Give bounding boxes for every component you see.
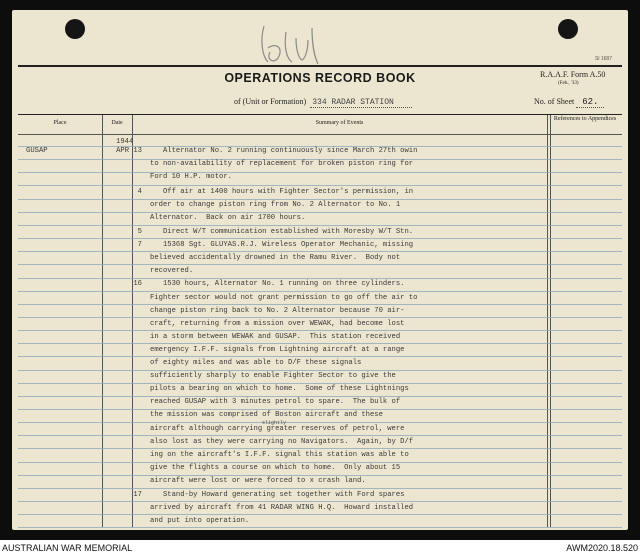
column-header-place: Place	[53, 120, 67, 126]
handwritten-insert: slightly	[262, 420, 287, 426]
ruled-line	[18, 264, 622, 265]
top-rule	[18, 65, 622, 67]
summary-line: change piston ring back to No. 2 Alternator because 70 air-	[150, 307, 405, 315]
credit-right: AWM2020.18.520	[566, 543, 638, 553]
ruled-line	[18, 514, 622, 515]
summary-line: craft, returning from a mission over WEWAK, had become lost	[150, 320, 405, 328]
column-divider-summary-double	[550, 115, 551, 527]
column-divider-summary	[547, 115, 548, 527]
unit-label: of (Unit or Formation)	[234, 97, 307, 106]
ruled-line	[18, 199, 622, 200]
summary-line: sufficiently sharply to enable Fighter Sector to give the	[150, 372, 396, 380]
summary-line: in a storm between WEWAK and GUSAP. This station received	[150, 333, 401, 341]
ruled-line	[18, 225, 622, 226]
page-title: OPERATIONS RECORD BOOK	[224, 71, 416, 85]
ruled-line	[18, 238, 622, 239]
ruled-line	[18, 185, 622, 186]
form-designation	[540, 70, 605, 88]
summary-line: arrived by aircraft from 41 RADAR WING H.Q. Howard installed	[150, 504, 414, 512]
handwritten-mark	[256, 18, 326, 68]
summary-line: also lost as they were carrying no Navigators. Again, by D/f	[150, 438, 414, 446]
ruled-line	[18, 396, 622, 397]
ruled-line	[18, 343, 622, 344]
summary-line: reached GUSAP with 3 minutes petrol to spare. The bulk of	[150, 398, 401, 406]
header-top-rule	[18, 114, 622, 115]
ruled-line	[18, 304, 622, 305]
summary-line: Stand-by Howard generating set together with Ford spares	[150, 491, 405, 499]
header-bottom-rule	[18, 134, 622, 135]
unit-line	[234, 97, 412, 107]
summary-line: Ford 10 H.P. motor.	[150, 173, 232, 181]
ruled-line	[18, 435, 622, 436]
ruled-line	[18, 527, 622, 528]
summary-line: 15368 Sgt. GLUYAS.R.J. Wireless Operator Mechanic, missing	[150, 241, 414, 249]
date-entry: 17	[133, 491, 142, 499]
ruled-line	[18, 251, 622, 252]
ruled-line	[18, 330, 622, 331]
column-divider-date	[132, 115, 133, 527]
date-entry: 16	[133, 280, 142, 288]
summary-line: and put into operation.	[150, 517, 250, 525]
column-divider-place	[102, 115, 103, 527]
date-entry: 5	[137, 228, 142, 236]
summary-line: Fighter sector would not grant permission to go off the air to	[150, 294, 418, 302]
ruled-line	[18, 291, 622, 292]
sheet-value: 62.	[576, 97, 604, 108]
summary-line: ing on the aircraft's I.F.F. signal this station was able to	[150, 451, 409, 459]
form-name: R.A.A.F. Form A.50	[540, 70, 606, 79]
column-header-date: Date	[111, 120, 123, 126]
summary-line: of eighty miles and was able to D/F these signals	[150, 359, 362, 367]
summary-line: aircraft were lost or were forced to x crash land.	[150, 477, 366, 485]
column-header-summary: Summary of Events	[315, 120, 364, 126]
ruled-line	[18, 422, 622, 423]
summary-line: pilots a bearing on which to home. Some of these Lightnings	[150, 385, 409, 393]
punch-hole-left	[65, 19, 85, 39]
date-entry: APR 13	[116, 147, 142, 155]
form-date: (Feb., '33)	[558, 81, 579, 86]
summary-line: the mission was comprised of Boston aircraft and these	[150, 411, 383, 419]
form-number: Sl 1687	[595, 56, 612, 62]
ruled-line	[18, 370, 622, 371]
summary-line: 1530 hours, Alternator No. 1 running on three cylinders.	[150, 280, 405, 288]
ruled-line	[18, 212, 622, 213]
credit-left: AUSTRALIAN WAR MEMORIAL	[2, 543, 133, 553]
document-sheet	[12, 10, 628, 530]
ruled-line	[18, 278, 622, 279]
summary-line: recovered.	[150, 267, 194, 275]
summary-line: believed accidentally drowned in the Ramu River. Body not	[150, 254, 401, 262]
summary-line: Direct W/T communication established with Moresby W/T Stn.	[150, 228, 414, 236]
unit-value: 334 RADAR STATION	[310, 98, 412, 108]
ruled-line	[18, 488, 622, 489]
ruled-line	[18, 462, 622, 463]
summary-line: order to change piston ring from No. 2 Alternator to No. 1	[150, 201, 401, 209]
date-entry: 7	[137, 241, 142, 249]
ruled-line	[18, 172, 622, 173]
entry-year: 1944	[116, 138, 134, 146]
summary-line: to non-availability of replacement for broken piston ring for	[150, 160, 414, 168]
sheet-number	[534, 97, 604, 107]
ruled-line	[18, 317, 622, 318]
date-entry: 4	[137, 188, 142, 196]
place-gusap: GUSAP	[26, 147, 48, 155]
summary-line: Alternator No. 2 running continuously since March 27th owin	[150, 147, 418, 155]
ruled-line	[18, 383, 622, 384]
summary-line: give the flights a course on which to home. Only about 15	[150, 464, 401, 472]
summary-line: Off air at 1400 hours with Fighter Sector's permission, in	[150, 188, 414, 196]
summary-line: aircraft although carrying greater reserves of petrol, were	[150, 425, 405, 433]
summary-line: emergency I.F.F. signals from Lightning aircraft at a range	[150, 346, 405, 354]
ruled-line	[18, 448, 622, 449]
punch-hole-right	[558, 19, 578, 39]
ruled-line	[18, 356, 622, 357]
summary-line: Alternator. Back on air 1700 hours.	[150, 214, 306, 222]
ruled-line	[18, 409, 622, 410]
column-header-references: References to Appendices	[553, 116, 617, 122]
ruled-line	[18, 501, 622, 502]
sheet-label: No. of Sheet	[534, 97, 575, 106]
ruled-line	[18, 475, 622, 476]
